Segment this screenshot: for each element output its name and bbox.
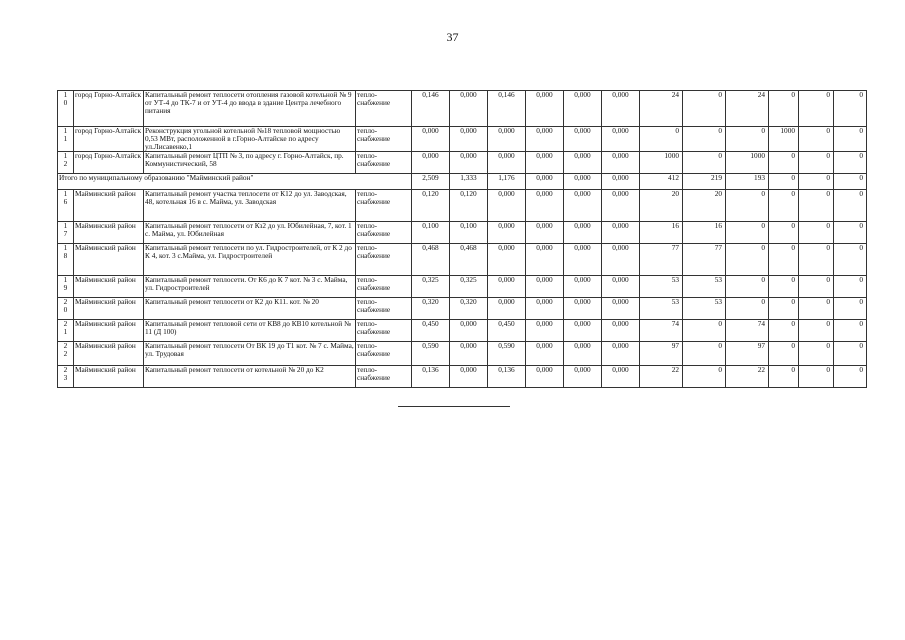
- municipality-cell: Майминский район: [74, 298, 144, 320]
- value-cell: 0,136: [488, 366, 526, 388]
- value-cell: 0,000: [412, 152, 450, 174]
- municipality-cell: Майминский район: [74, 222, 144, 244]
- value-cell: 0,000: [450, 320, 488, 342]
- total-value: 0,000: [564, 174, 602, 190]
- cost-cell: 53: [640, 276, 683, 298]
- value-cell: 0,100: [412, 222, 450, 244]
- cost-cell: 77: [683, 244, 726, 276]
- total-cost: 0: [834, 174, 867, 190]
- value-cell: 0,468: [450, 244, 488, 276]
- type-cell: тепло-снабжение: [356, 244, 412, 276]
- type-cell: тепло-снабжение: [356, 91, 412, 127]
- row-index: 1 7: [58, 222, 74, 244]
- cost-cell: 0: [799, 276, 834, 298]
- cost-cell: 0: [769, 190, 799, 222]
- table-row: [58, 127, 867, 152]
- value-cell: 0,000: [526, 342, 564, 366]
- value-cell: 0,000: [526, 222, 564, 244]
- row-index: 2 3: [58, 366, 74, 388]
- value-cell: 0,000: [602, 190, 640, 222]
- cost-cell: 0: [683, 320, 726, 342]
- row-index: 1 8: [58, 244, 74, 276]
- value-cell: 0,000: [526, 152, 564, 174]
- value-cell: 0,325: [450, 276, 488, 298]
- cost-cell: 97: [640, 342, 683, 366]
- value-cell: 0,320: [450, 298, 488, 320]
- value-cell: 0,000: [450, 127, 488, 152]
- value-cell: 0,000: [526, 190, 564, 222]
- cost-cell: 97: [726, 342, 769, 366]
- value-cell: 0,000: [602, 298, 640, 320]
- cost-cell: 16: [683, 222, 726, 244]
- type-cell: тепло-снабжение: [356, 276, 412, 298]
- cost-cell: 0: [834, 222, 867, 244]
- cost-cell: 1000: [769, 127, 799, 152]
- cost-cell: 0: [683, 91, 726, 127]
- total-value: 0,000: [526, 174, 564, 190]
- municipality-cell: город Горно-Алтайск: [74, 127, 144, 152]
- value-cell: 0,000: [602, 91, 640, 127]
- object-cell: Капитальный ремонт участка теплосети от К12 до ул. Заводская, 48, котельная 16 в с. Майма, ул. Заводская: [144, 190, 356, 222]
- table-row: [58, 190, 867, 222]
- value-cell: 0,120: [450, 190, 488, 222]
- type-cell: тепло-снабжение: [356, 320, 412, 342]
- total-cost: 0: [769, 174, 799, 190]
- cost-cell: 0: [726, 222, 769, 244]
- page-number: 37: [446, 30, 459, 44]
- table-row: [58, 244, 867, 276]
- value-cell: 0,000: [564, 222, 602, 244]
- municipality-cell: Майминский район: [74, 244, 144, 276]
- object-cell: Капитальный ремонт теплосети по ул. Гидростроителей, от К 2 до К 4, кот. 3 с.Майма, ул. Гидростроителей: [144, 244, 356, 276]
- cost-cell: 0: [834, 320, 867, 342]
- table-row: [58, 222, 867, 244]
- value-cell: 0,000: [602, 222, 640, 244]
- cost-cell: 24: [726, 91, 769, 127]
- value-cell: 0,000: [602, 127, 640, 152]
- cost-cell: 0: [683, 342, 726, 366]
- cost-cell: 0: [799, 152, 834, 174]
- footer-divider: [398, 406, 510, 407]
- value-cell: 0,000: [602, 342, 640, 366]
- cost-cell: 0: [834, 190, 867, 222]
- total-row: [58, 174, 867, 190]
- value-cell: 0,000: [564, 127, 602, 152]
- value-cell: 0,000: [564, 298, 602, 320]
- cost-cell: 22: [640, 366, 683, 388]
- municipality-cell: Майминский район: [74, 320, 144, 342]
- type-cell: тепло-снабжение: [356, 366, 412, 388]
- value-cell: 0,000: [564, 342, 602, 366]
- value-cell: 0,000: [602, 244, 640, 276]
- table-row: [58, 276, 867, 298]
- value-cell: 0,146: [412, 91, 450, 127]
- value-cell: 0,320: [412, 298, 450, 320]
- cost-cell: 0: [834, 298, 867, 320]
- value-cell: 0,000: [488, 276, 526, 298]
- cost-cell: 1000: [726, 152, 769, 174]
- cost-cell: 0: [799, 244, 834, 276]
- value-cell: 0,000: [488, 190, 526, 222]
- cost-cell: 0: [834, 91, 867, 127]
- value-cell: 0,000: [488, 222, 526, 244]
- total-label: Итого по муниципальному образованию "Майминский район": [58, 174, 412, 190]
- municipality-cell: Майминский район: [74, 366, 144, 388]
- type-cell: тепло-снабжение: [356, 190, 412, 222]
- row-index: 1 9: [58, 276, 74, 298]
- cost-cell: 74: [726, 320, 769, 342]
- cost-cell: 0: [834, 366, 867, 388]
- cost-cell: 0: [799, 298, 834, 320]
- value-cell: 0,000: [602, 152, 640, 174]
- object-cell: Капитальный ремонт теплосети отопления газовой котельной № 9 от УТ-4 до ТК-7 и от УТ-4 до ввода в здание Центра лечебного питания: [144, 91, 356, 127]
- value-cell: 0,000: [564, 190, 602, 222]
- table-body-top: [58, 91, 867, 174]
- value-cell: 0,000: [602, 320, 640, 342]
- value-cell: 0,000: [526, 244, 564, 276]
- total-cost: 0: [799, 174, 834, 190]
- value-cell: 0,000: [526, 298, 564, 320]
- value-cell: 0,450: [412, 320, 450, 342]
- cost-cell: 0: [799, 366, 834, 388]
- cost-cell: 0: [769, 91, 799, 127]
- value-cell: 0,000: [526, 366, 564, 388]
- cost-cell: 0: [726, 276, 769, 298]
- object-cell: Капитальный ремонт тепловой сети от КВ8 до КВ10 котельной № 11 (Д 100): [144, 320, 356, 342]
- object-cell: Капитальный ремонт теплосети От ВК 19 до Т1 кот. № 7 с. Майма, ул. Трудовая: [144, 342, 356, 366]
- cost-cell: 0: [769, 298, 799, 320]
- object-cell: Реконструкция угольной котельной №18 тепловой мощностью 0,53 МВт, расположенной в г.Горно-Алтайске по адресу ул.Лисавенко,1: [144, 127, 356, 152]
- row-index: 2 2: [58, 342, 74, 366]
- type-cell: тепло-снабжение: [356, 152, 412, 174]
- value-cell: 0,146: [488, 91, 526, 127]
- table-row: [58, 320, 867, 342]
- cost-cell: 24: [640, 91, 683, 127]
- cost-cell: 20: [683, 190, 726, 222]
- cost-cell: 0: [726, 190, 769, 222]
- value-cell: 0,000: [564, 366, 602, 388]
- value-cell: 0,000: [526, 276, 564, 298]
- value-cell: 0,000: [488, 127, 526, 152]
- object-cell: Капитальный ремонт ЦТП № 3, по адресу г. Горно-Алтайск, пр. Коммунистический, 58: [144, 152, 356, 174]
- cost-cell: 0: [769, 276, 799, 298]
- program-table: [57, 90, 867, 388]
- value-cell: 0,100: [450, 222, 488, 244]
- cost-cell: 0: [834, 127, 867, 152]
- cost-cell: 0: [640, 127, 683, 152]
- value-cell: 0,000: [450, 342, 488, 366]
- cost-cell: 0: [726, 127, 769, 152]
- object-cell: Капитальный ремонт теплосети от К2 до К11. кот. № 20: [144, 298, 356, 320]
- cost-cell: 0: [799, 320, 834, 342]
- value-cell: 0,000: [450, 91, 488, 127]
- cost-cell: 0: [799, 342, 834, 366]
- value-cell: 0,000: [526, 127, 564, 152]
- total-cost: 412: [640, 174, 683, 190]
- value-cell: 0,000: [488, 298, 526, 320]
- cost-cell: 0: [726, 298, 769, 320]
- table-row: [58, 342, 867, 366]
- table-row: [58, 298, 867, 320]
- cost-cell: 53: [683, 276, 726, 298]
- cost-cell: 0: [834, 244, 867, 276]
- cost-cell: 0: [799, 127, 834, 152]
- table-body-bottom: [58, 190, 867, 388]
- cost-cell: 0: [726, 244, 769, 276]
- value-cell: 0,000: [564, 91, 602, 127]
- municipality-cell: Майминский район: [74, 276, 144, 298]
- cost-cell: 0: [683, 366, 726, 388]
- municipality-cell: Майминский район: [74, 190, 144, 222]
- row-index: 1 6: [58, 190, 74, 222]
- cost-cell: 0: [834, 152, 867, 174]
- cost-cell: 53: [640, 298, 683, 320]
- cost-cell: 22: [726, 366, 769, 388]
- cost-cell: 20: [640, 190, 683, 222]
- value-cell: 0,468: [412, 244, 450, 276]
- municipality-cell: город Горно-Алтайск: [74, 91, 144, 127]
- table-row: [58, 152, 867, 174]
- table-row: [58, 91, 867, 127]
- row-index: 1 1: [58, 127, 74, 152]
- value-cell: 0,000: [602, 276, 640, 298]
- object-cell: Капитальный ремонт теплосети от Кз2 до ул. Юбилейная, 7, кот. 1 с. Майма, ул. Юбилейная: [144, 222, 356, 244]
- cost-cell: 77: [640, 244, 683, 276]
- value-cell: 0,000: [412, 127, 450, 152]
- total-value: 1,176: [488, 174, 526, 190]
- cost-cell: 0: [799, 91, 834, 127]
- cost-cell: 0: [799, 222, 834, 244]
- value-cell: 0,000: [602, 366, 640, 388]
- value-cell: 0,000: [450, 152, 488, 174]
- value-cell: 0,000: [526, 320, 564, 342]
- municipality-cell: город Горно-Алтайск: [74, 152, 144, 174]
- cost-cell: 53: [683, 298, 726, 320]
- value-cell: 0,120: [412, 190, 450, 222]
- value-cell: 0,000: [488, 152, 526, 174]
- cost-cell: 0: [683, 152, 726, 174]
- value-cell: 0,325: [412, 276, 450, 298]
- cost-cell: 0: [683, 127, 726, 152]
- value-cell: 0,590: [488, 342, 526, 366]
- row-index: 1 2: [58, 152, 74, 174]
- table-body-total: [58, 174, 867, 190]
- row-index: 1 0: [58, 91, 74, 127]
- value-cell: 0,136: [412, 366, 450, 388]
- cost-cell: 0: [769, 152, 799, 174]
- cost-cell: 0: [769, 244, 799, 276]
- cost-cell: 16: [640, 222, 683, 244]
- municipality-cell: Майминский район: [74, 342, 144, 366]
- value-cell: 0,590: [412, 342, 450, 366]
- total-cost: 219: [683, 174, 726, 190]
- cost-cell: 0: [799, 190, 834, 222]
- cost-cell: 0: [769, 366, 799, 388]
- type-cell: тепло-снабжение: [356, 222, 412, 244]
- value-cell: 0,000: [564, 276, 602, 298]
- total-value: 0,000: [602, 174, 640, 190]
- total-value: 2,509: [412, 174, 450, 190]
- value-cell: 0,000: [564, 320, 602, 342]
- cost-cell: 0: [769, 342, 799, 366]
- table-row: [58, 366, 867, 388]
- cost-cell: 74: [640, 320, 683, 342]
- object-cell: Капитальный ремонт теплосети от котельной № 20 до К2: [144, 366, 356, 388]
- row-index: 2 1: [58, 320, 74, 342]
- value-cell: 0,000: [564, 152, 602, 174]
- cost-cell: 0: [834, 342, 867, 366]
- type-cell: тепло-снабжение: [356, 298, 412, 320]
- total-cost: 193: [726, 174, 769, 190]
- cost-cell: 0: [769, 320, 799, 342]
- value-cell: 0,450: [488, 320, 526, 342]
- cost-cell: 0: [834, 276, 867, 298]
- row-index: 2 0: [58, 298, 74, 320]
- value-cell: 0,000: [564, 244, 602, 276]
- type-cell: тепло-снабжение: [356, 127, 412, 152]
- type-cell: тепло-снабжение: [356, 342, 412, 366]
- value-cell: 0,000: [450, 366, 488, 388]
- value-cell: 0,000: [488, 244, 526, 276]
- object-cell: Капитальный ремонт теплосети. От К6 до К 7 кот. № 3 с. Майма, ул. Гидростроителей: [144, 276, 356, 298]
- cost-cell: 0: [769, 222, 799, 244]
- total-value: 1,333: [450, 174, 488, 190]
- cost-cell: 1000: [640, 152, 683, 174]
- value-cell: 0,000: [526, 91, 564, 127]
